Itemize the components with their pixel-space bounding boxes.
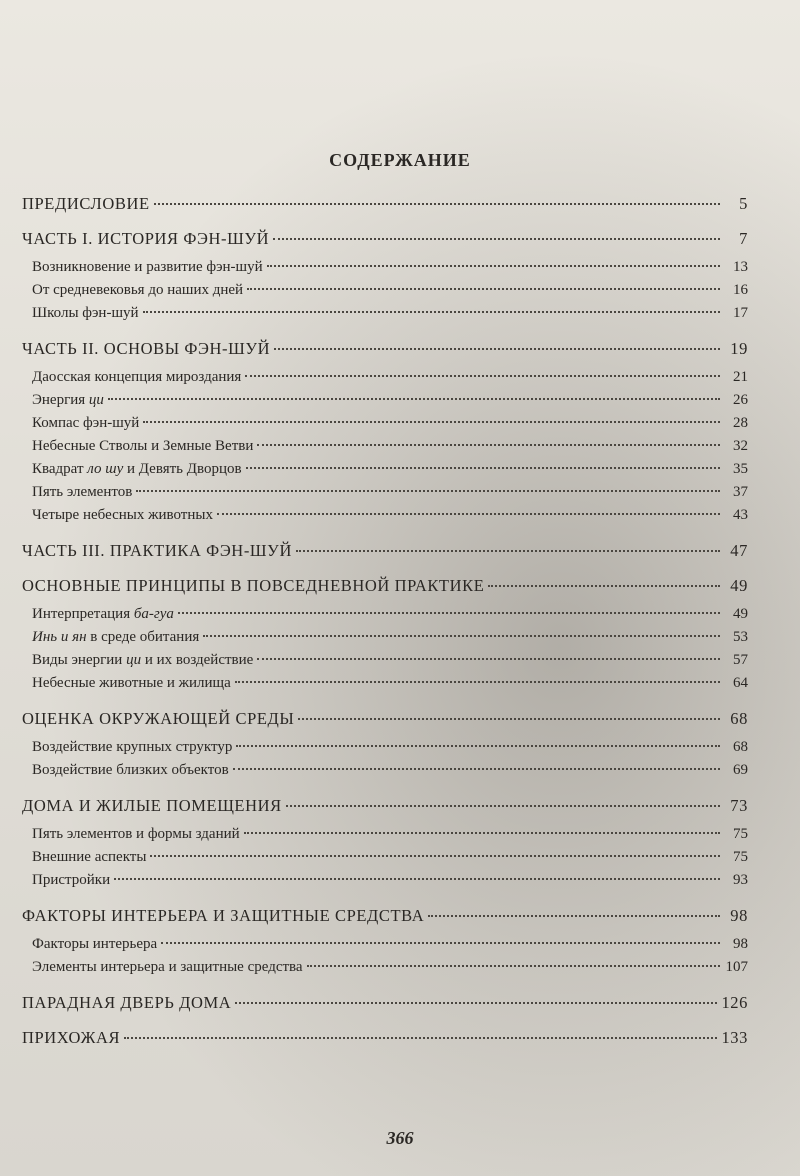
toc-entry-label-part: Энергия (32, 392, 89, 408)
toc-gap (22, 527, 748, 539)
toc-page-number: 126 (721, 993, 748, 1012)
toc-subsection-entry (22, 672, 748, 695)
toc-entry-label (32, 603, 174, 626)
toc-page-number: 69 (733, 762, 748, 778)
toc-subsection-entry (22, 933, 748, 956)
toc-gap (22, 215, 748, 227)
toc-entry-label: Факторы интерьера (32, 936, 158, 952)
dot-leader (274, 348, 720, 350)
toc-title: СОДЕРЖАНИЕ (329, 150, 471, 170)
toc-page-number: 17 (733, 305, 748, 321)
dot-leader (235, 681, 720, 683)
toc-page-number: 93 (733, 872, 748, 888)
toc-entry-label: Четыре небесных животных (32, 507, 213, 523)
dot-leader (108, 398, 720, 400)
dot-leader (267, 265, 720, 267)
toc-page-number: 53 (733, 629, 748, 645)
toc-page-number: 16 (733, 282, 748, 298)
toc-entry-label: ЧАСТЬ III. ПРАКТИКА ФЭН-ШУЙ (22, 541, 292, 560)
toc-entry-label: От средневековья до наших дней (32, 282, 244, 298)
toc-entry-label: ОЦЕНКА ОКРУЖАЮЩЕЙ СРЕДЫ (22, 709, 295, 728)
toc-entry-label: Элементы интерьера и защитные средства (32, 959, 303, 975)
dot-leader (488, 585, 720, 587)
toc-page-number: 7 (739, 229, 748, 248)
toc-entry-label: Пять элементов и формы зданий (32, 826, 240, 842)
dot-leader (143, 421, 720, 423)
toc-entry-label-italic: ци (126, 652, 142, 668)
toc-subsection-entry (22, 846, 748, 869)
toc-subsection-entry (22, 366, 748, 389)
toc-subsection-entry (22, 603, 748, 626)
dot-leader (428, 915, 720, 917)
toc-entry-label-part: и Девять Дворцов (123, 461, 242, 477)
dot-leader (154, 203, 720, 205)
dot-leader (124, 1037, 717, 1039)
dot-leader (298, 718, 720, 720)
dot-leader (150, 855, 720, 857)
toc-entry-label: Школы фэн-шуй (32, 305, 139, 321)
toc-subsection-entry (22, 279, 748, 302)
toc-section-entry (22, 227, 748, 250)
toc-page-number: 5 (739, 194, 748, 213)
page-number: 366 (386, 1128, 414, 1148)
toc-page-number: 21 (733, 369, 748, 385)
toc-gap (22, 782, 748, 794)
toc-entry-label: ФАКТОРЫ ИНТЕРЬЕРА И ЗАЩИТНЫЕ СРЕДСТВА (22, 906, 425, 925)
toc-page-number: 98 (730, 906, 748, 925)
toc-entry-label (32, 389, 104, 412)
dot-leader (244, 832, 720, 834)
toc-entry-label-italic: ци (88, 392, 104, 408)
toc-page-number: 32 (733, 438, 748, 454)
toc-subsection-entry (22, 869, 748, 892)
dot-leader (246, 467, 720, 469)
toc-entry-label-part: Виды энергии (32, 652, 127, 668)
toc-page-number: 28 (733, 415, 748, 431)
toc-entry-label: ПРИХОЖАЯ (22, 1028, 121, 1047)
toc-entry-label: Внешние аспекты (32, 849, 147, 865)
toc-entry-label: Возникновение и развитие фэн-шуй (32, 259, 263, 275)
toc-page-number: 68 (733, 739, 748, 755)
dot-leader (233, 768, 720, 770)
dot-leader (235, 1002, 717, 1004)
toc-entry-label: Компас фэн-шуй (32, 415, 140, 431)
toc-entry-label: Пристройки (32, 872, 111, 888)
toc-entry-label: Воздействие крупных структур (32, 739, 233, 755)
toc-entry-label: ОСНОВНЫЕ ПРИНЦИПЫ В ПОВСЕДНЕВНОЙ ПРАКТИКЕ (22, 576, 485, 595)
toc-page-number: 47 (730, 541, 748, 560)
toc-section-entry (22, 904, 748, 927)
toc-page-number: 26 (733, 392, 748, 408)
toc-entry-label-part: Интерпретация (32, 606, 134, 622)
toc-section-entry (22, 337, 748, 360)
toc-page-number: 107 (725, 959, 748, 975)
dot-leader (178, 612, 720, 614)
toc-subsection-entry (22, 504, 748, 527)
toc-entry-label (32, 626, 199, 649)
toc-subsection-entry (22, 956, 748, 979)
dot-leader (296, 550, 720, 552)
toc-gap (22, 695, 748, 707)
toc-subsection-entry (22, 435, 748, 458)
toc-page-number: 98 (733, 936, 748, 952)
toc-page-number: 75 (733, 849, 748, 865)
dot-leader (247, 288, 720, 290)
toc-section-entry (22, 991, 748, 1014)
toc-page-number: 57 (733, 652, 748, 668)
toc-subsection-entry (22, 302, 748, 325)
toc-section-entry (22, 574, 748, 597)
toc-entry-label-part: в среде обитания (86, 629, 200, 645)
toc-subsection-entry (22, 412, 748, 435)
toc-entry-label-italic: ба-гуа (133, 606, 174, 622)
toc-section-entry (22, 707, 748, 730)
toc-entry-label-italic: Инь и ян (32, 629, 87, 645)
toc-entry-label: Воздействие близких объектов (32, 762, 229, 778)
toc-entry-label: Пять элементов (32, 484, 133, 500)
toc-entry-label: Небесные животные и жилища (32, 675, 231, 691)
toc-page-number: 133 (721, 1028, 748, 1047)
toc-subsection-entry (22, 626, 748, 649)
toc-subsection-entry (22, 481, 748, 504)
toc-entry-label (32, 649, 253, 672)
toc-entry-label: ЧАСТЬ II. ОСНОВЫ ФЭН-ШУЙ (22, 339, 271, 358)
toc-gap (22, 979, 748, 991)
toc-section-entry (22, 794, 748, 817)
dot-leader (245, 375, 720, 377)
toc-page-number: 35 (733, 461, 748, 477)
toc-entry-label: Небесные Стволы и Земные Ветви (32, 438, 254, 454)
toc-entry-label: ЧАСТЬ I. ИСТОРИЯ ФЭН-ШУЙ (22, 229, 270, 248)
toc-gap (22, 325, 748, 337)
toc-entry-label-italic: ло шу (87, 461, 124, 477)
toc-entry-label (32, 458, 242, 481)
dot-leader (257, 444, 720, 446)
dot-leader (143, 311, 720, 313)
toc-page-number: 75 (733, 826, 748, 842)
toc-subsection-entry (22, 389, 748, 412)
table-of-contents (22, 192, 748, 1049)
toc-page-number: 37 (733, 484, 748, 500)
toc-entry-label: Даосская концепция мироздания (32, 369, 242, 385)
toc-page-number: 64 (733, 675, 748, 691)
toc-entry-label-part: и их воздействие (141, 652, 254, 668)
toc-page-number: 19 (730, 339, 748, 358)
toc-page-number: 13 (733, 259, 748, 275)
toc-page-number: 49 (733, 606, 748, 622)
toc-page-number: 49 (730, 576, 748, 595)
toc-entry-label-part: Квадрат (32, 461, 88, 477)
toc-subsection-entry (22, 458, 748, 481)
dot-leader (136, 490, 720, 492)
dot-leader (203, 635, 720, 637)
dot-leader (273, 238, 720, 240)
toc-entry-label: ПАРАДНАЯ ДВЕРЬ ДОМА (22, 993, 232, 1012)
dot-leader (217, 513, 720, 515)
dot-leader (161, 942, 720, 944)
toc-subsection-entry (22, 649, 748, 672)
toc-entry-label: ДОМА И ЖИЛЫЕ ПОМЕЩЕНИЯ (22, 796, 282, 815)
dot-leader (114, 878, 720, 880)
dot-leader (286, 805, 720, 807)
dot-leader (236, 745, 720, 747)
toc-gap (22, 1014, 748, 1026)
toc-subsection-entry (22, 736, 748, 759)
toc-page-number: 68 (730, 709, 748, 728)
toc-section-entry (22, 192, 748, 215)
toc-gap (22, 892, 748, 904)
toc-gap (22, 562, 748, 574)
toc-page-number: 43 (733, 507, 748, 523)
toc-subsection-entry (22, 256, 748, 279)
toc-page-number: 73 (730, 796, 748, 815)
toc-subsection-entry (22, 759, 748, 782)
dot-leader (307, 965, 720, 967)
toc-subsection-entry (22, 823, 748, 846)
toc-entry-label: ПРЕДИСЛОВИЕ (22, 194, 150, 213)
toc-section-entry (22, 1026, 748, 1049)
dot-leader (257, 658, 720, 660)
toc-section-entry (22, 539, 748, 562)
